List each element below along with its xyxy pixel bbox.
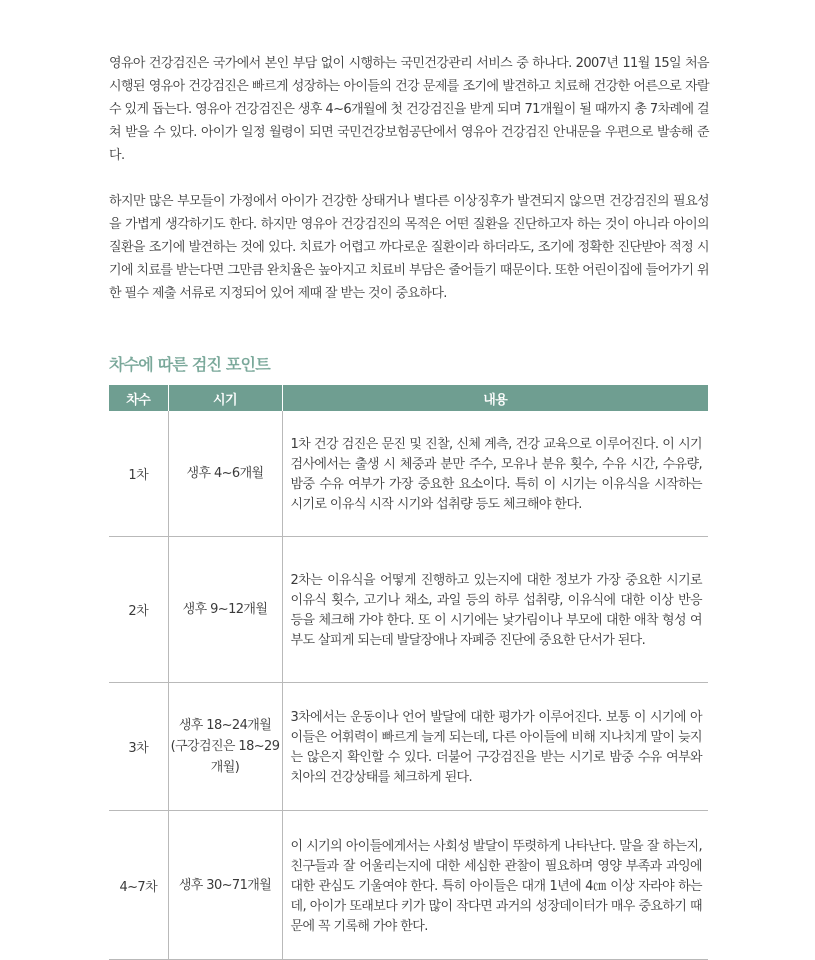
row-period bbox=[168, 411, 282, 537]
intro-paragraph-2: 하지만 많은 부모들이 가정에서 아이가 건강한 상태거나 별다른 이상징후가 발견되지 않으면 건강검진의 필요성을 가볍게 생각하기도 한다. 하지만 영유아 건강검진의 목적은 어떤 질환을 진단하고자 하는 것이 아니라 아이의 질환을 조기에 발견하는 것에 있다. 치료가 어렵고 까다로운 질환이라 하더라도, 조기에 정확한 진단받아 적정 시기에 치료를 받는다면 그만큼 완치율은 높아지고 치료비 부담은 줄어들기 때문이다. 또한 어린이집에 들어가기 위한 필수 제출 서류로 지정되어 있어 제때 잘 받는 것이 중요하다. bbox=[109, 194, 709, 301]
row-content: 3차에서는 운동이나 언어 발달에 대한 평가가 이루어진다. 보통 이 시기에 아이들은 어휘력이 빠르게 늘게 되는데, 다른 아이들에 비해 지나치게 말이 늦지는 않은지 확인할 수 있다. 더불어 구강검진을 받는 시기로 밤중 수유 여부와 치아의 건강상태를 체크하게 된다. bbox=[282, 683, 708, 811]
header-content: 내용 bbox=[282, 385, 708, 411]
row-period-text: 생후 30~71개월 bbox=[178, 877, 272, 893]
row-order: 3차 bbox=[109, 683, 168, 811]
row-order: 2차 bbox=[109, 537, 168, 683]
row-period-note: (구강검진은 18~29개월) bbox=[170, 739, 280, 775]
checkup-table bbox=[109, 385, 708, 960]
table-row bbox=[109, 683, 708, 811]
intro-paragraph-1: 영유아 건강검진은 국가에서 본인 부담 없이 시행하는 국민건강관리 서비스 중 하나다. 2007년 11월 15일 처음 시행된 영유아 건강검진은 빠르게 성장하는 아이들의 건강 문제를 조기에 발견하고 치료해 건강한 어른으로 자랄 수 있게 돕는다. 영유아 건강검진은 생후 4~6개월에 첫 건강검진을 받게 되며 71개월이 될 때까지 총 7차례에 걸쳐 받을 수 있다. 아이가 일정 월령이 되면 국민건강보험공단에서 영유아 건강검진 안내문을 우편으로 발송해 준다. bbox=[109, 56, 709, 163]
row-period bbox=[168, 683, 282, 811]
table-row bbox=[109, 811, 708, 960]
table-header-row bbox=[109, 385, 708, 411]
row-period-text: 생후 9~12개월 bbox=[182, 602, 268, 617]
row-content: 이 시기의 아이들에게서는 사회성 발달이 뚜렷하게 나타난다. 말을 잘 하는지, 친구들과 잘 어울리는지에 대한 세심한 관찰이 필요하며 영양 부족과 과잉에 대한 관심도 기울여야 한다. 특히 아이들은 대개 1년에 4㎝ 이상 자라야 하는데, 아이가 또래보다 키가 많이 작다면 과거의 성장데이터가 매우 중요하기 때문에 꼭 기록해 가야 한다. bbox=[282, 811, 708, 960]
row-content: 2차는 이유식을 어떻게 진행하고 있는지에 대한 정보가 가장 중요한 시기로 이유식 횟수, 고기나 채소, 과일 등의 하루 섭취량, 이유식에 대한 이상 반응 등을 체크해 가야 한다. 또 이 시기에는 낯가림이나 부모에 대한 애착 형성 여부도 살피게 되는데 발달장애나 자폐증 진단에 중요한 단서가 된다. bbox=[282, 537, 708, 683]
header-period: 시기 bbox=[168, 385, 282, 411]
header-order: 차수 bbox=[109, 385, 168, 411]
row-order: 4~7차 bbox=[109, 811, 168, 960]
section-title: 차수에 따른 검진 포인트 bbox=[109, 355, 270, 374]
table-row bbox=[109, 537, 708, 683]
row-period bbox=[168, 811, 282, 960]
row-period bbox=[168, 537, 282, 683]
row-period-text: 생후 4~6개월 bbox=[186, 466, 264, 481]
row-period-text: 생후 18~24개월 bbox=[178, 718, 272, 733]
row-order: 1차 bbox=[109, 411, 168, 537]
table-row bbox=[109, 411, 708, 537]
row-content: 1차 건강 검진은 문진 및 진찰, 신체 계측, 건강 교육으로 이루어진다. 이 시기 검사에서는 출생 시 체중과 분만 주수, 모유나 분유 횟수, 수유 시간, 수유량, 밤중 수유 여부가 가장 중요한 요소이다. 특히 이 시기는 이유식을 시작하는 시기로 이유식 시작 시기와 섭취량 등도 체크해야 한다. bbox=[282, 411, 708, 537]
